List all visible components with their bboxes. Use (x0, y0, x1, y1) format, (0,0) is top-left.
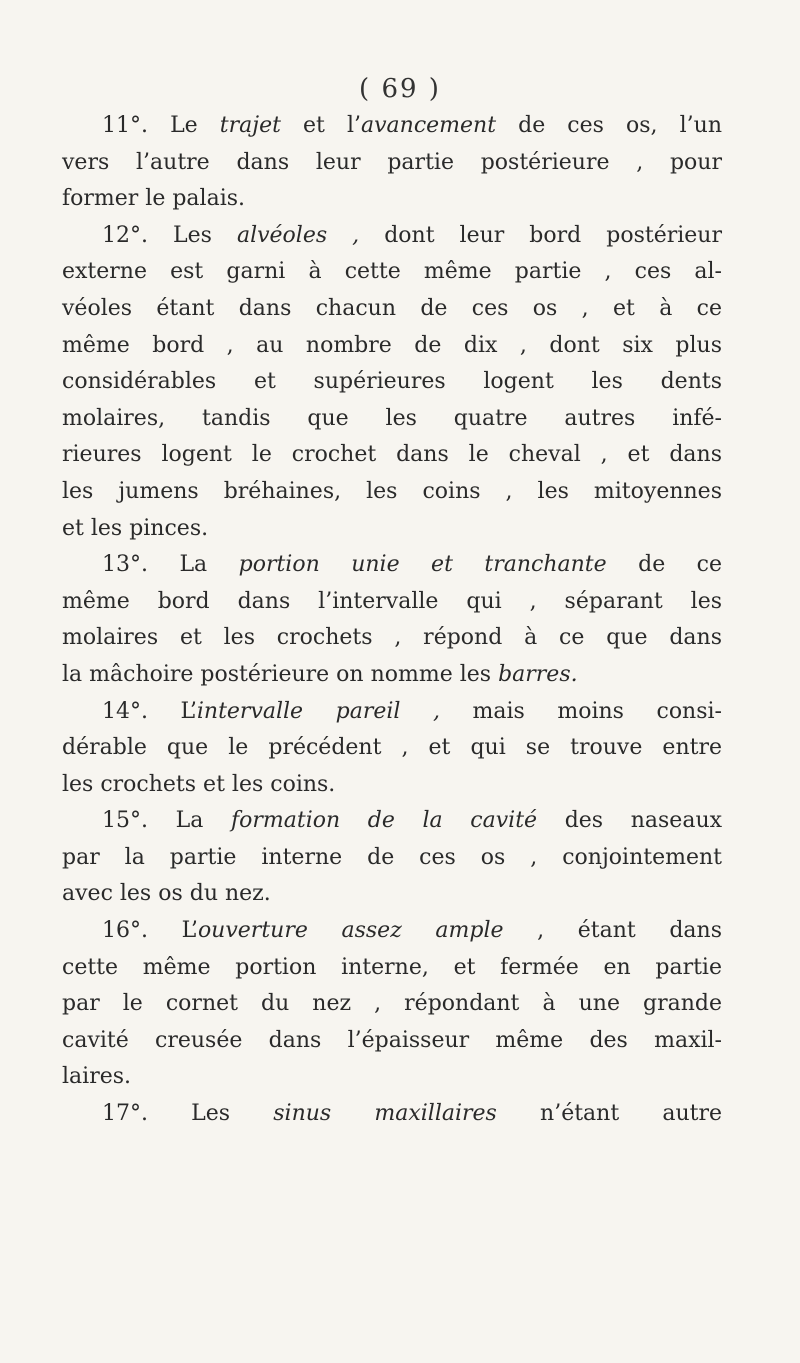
text-line (62, 840, 722, 877)
text-segment: même bord , au nombre de dix , dont six plus (62, 332, 722, 358)
text-line (62, 218, 722, 255)
italic-term: portion unie et tranchante (238, 552, 607, 578)
page-number: ( 69 ) (359, 74, 441, 104)
text-line (62, 803, 722, 840)
text-segment: 16°. L’ (102, 918, 198, 944)
text-line (62, 694, 722, 731)
text-segment: 12°. Les (102, 222, 237, 248)
italic-term: formation de la cavité (230, 808, 538, 834)
text-segment: de ce (606, 552, 723, 578)
text-line (62, 364, 722, 401)
text-line (62, 876, 722, 913)
text-segment: 11°. Le (102, 113, 220, 138)
text-segment: 14°. L’ (102, 698, 197, 724)
text-line (62, 730, 722, 767)
text-segment: molaires et les crochets , répond à ce que dans (62, 625, 722, 651)
text-segment: dont leur bord postérieur (359, 222, 722, 248)
text-line (62, 108, 722, 145)
text-line (62, 986, 722, 1023)
text-segment: et les pinces. (62, 515, 209, 541)
text-line (62, 254, 722, 291)
text-segment: par le cornet du nez , répondant à une grande (62, 991, 722, 1017)
text-segment: mais moins consi- (439, 698, 722, 724)
text-line (62, 913, 722, 950)
italic-term: barres. (498, 661, 578, 687)
text-line (62, 657, 722, 694)
text-segment: les jumens bréhaines, les coins , les mitoyennes (62, 478, 722, 504)
text-segment: cavité creusée dans l’épaisseur même des maxil- (62, 1027, 722, 1053)
text-segment: véoles étant dans chacun de ces os , et à ce (62, 295, 722, 321)
text-line (62, 145, 722, 182)
italic-term: intervalle pareil , (196, 698, 440, 724)
text-segment: molaires, tandis que les quatre autres infé- (62, 405, 722, 431)
body-text (62, 108, 722, 1133)
text-line (62, 328, 722, 365)
text-line (62, 1096, 722, 1133)
text-line (62, 401, 722, 438)
text-segment: de ces os, l’un (496, 113, 722, 138)
text-segment: par la partie interne de ces os , conjointement (62, 844, 722, 870)
text-line (62, 474, 722, 511)
text-line (62, 1059, 722, 1096)
text-line (62, 950, 722, 987)
text-segment: la mâchoire postérieure on nomme les (62, 661, 499, 687)
text-line (62, 620, 722, 657)
text-segment: considérables et supérieures logent les dents (62, 369, 722, 395)
italic-term: alvéoles , (236, 222, 360, 248)
text-line (62, 291, 722, 328)
text-line (62, 181, 722, 218)
text-segment: des naseaux (537, 808, 723, 834)
italic-term: sinus maxillaires (273, 1101, 497, 1127)
text-segment: n’étant autre (496, 1101, 723, 1127)
text-segment: 17°. Les (102, 1101, 274, 1127)
text-segment: former le palais. (62, 186, 246, 212)
text-line (62, 437, 722, 474)
text-line (62, 767, 722, 804)
text-segment: les crochets et les coins. (62, 771, 336, 797)
text-segment: même bord dans l’intervalle qui , séparant les (62, 588, 722, 614)
text-segment: laires. (62, 1064, 132, 1090)
text-segment: dérable que le précédent , et qui se trouve entre (62, 735, 722, 761)
text-segment: vers l’autre dans leur partie postérieure , pour (62, 149, 722, 175)
text-segment: , étant dans (503, 918, 722, 944)
text-segment: externe est garni à cette même partie , ces al- (62, 259, 722, 285)
text-segment: 13°. La (102, 552, 239, 578)
text-segment: rieures logent le crochet dans le cheval , et dans (62, 442, 722, 468)
text-line (62, 1023, 722, 1060)
italic-term: trajet (219, 113, 281, 138)
text-segment: avec les os du nez. (62, 881, 271, 907)
italic-term: avancement (360, 113, 497, 138)
text-line (62, 511, 722, 548)
text-segment: et l’ (280, 113, 361, 138)
italic-term: ouverture assez ample (197, 918, 504, 944)
text-segment: cette même portion interne, et fermée en partie (62, 954, 722, 980)
text-line (62, 584, 722, 621)
text-segment: 15°. La (102, 808, 231, 834)
text-line (62, 547, 722, 584)
